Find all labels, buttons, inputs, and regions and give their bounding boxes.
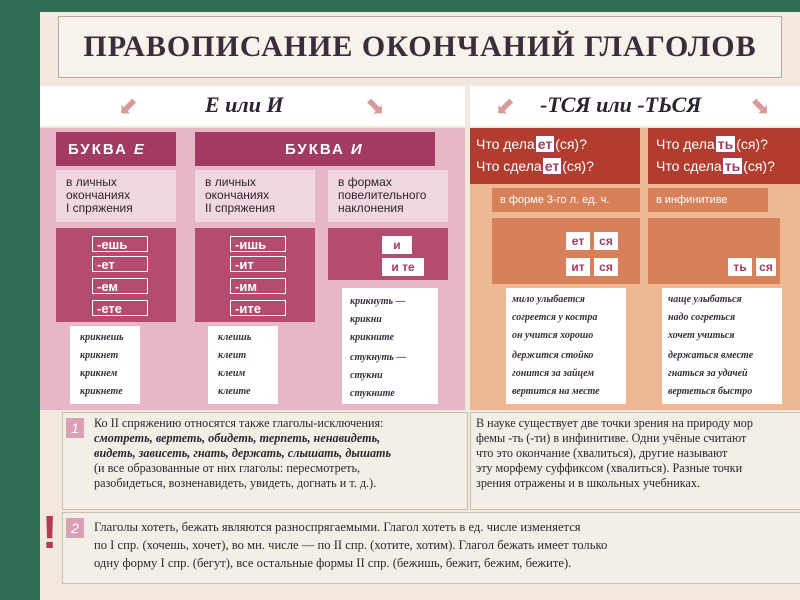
- example-word: стукните: [350, 388, 395, 399]
- example-word: клеите: [218, 386, 251, 397]
- bukva-i-letter: И: [350, 140, 362, 158]
- example-word: крикни: [350, 314, 382, 325]
- imperative-form-slot: и те: [382, 258, 424, 276]
- tsya2-examples: [662, 288, 782, 404]
- ending-item: -ет: [92, 256, 148, 272]
- note-line: В науке существует две точки зрения на природу мор: [476, 416, 753, 430]
- example-phrase: чаще улыбаться: [668, 294, 742, 305]
- ending-item: -им: [230, 278, 286, 294]
- col1-examples: [70, 326, 140, 404]
- suffix-slot: ся: [756, 258, 776, 276]
- col3-label-line: наклонения: [338, 201, 404, 215]
- subhead-3rd-person: в форме 3-го л. ед. ч.: [492, 188, 640, 212]
- note-line: разобидеться, возненавидеть, увидеть, догнать и т. д.).: [94, 476, 377, 490]
- col2-label-line: в личных: [205, 175, 256, 189]
- note-1-number: 1: [66, 418, 84, 438]
- question-right-2: [656, 158, 775, 174]
- question-text: (ся)?: [555, 136, 587, 152]
- header-tsya-label: -ТСЯ или -ТЬСЯ: [540, 92, 702, 117]
- col2-examples: [208, 326, 278, 404]
- note-line: эту морфему суффиксом (хвалиться). Разные точки: [476, 461, 743, 475]
- example-phrase: держаться вместе: [668, 350, 754, 361]
- col3-examples: [342, 288, 438, 404]
- question-ending: ет: [542, 157, 562, 175]
- left-green-strip: [0, 0, 40, 600]
- example-phrase: гонится за зайцем: [512, 368, 595, 379]
- question-text: Что дела: [476, 136, 535, 152]
- note-line: Глаголы хотеть, бежать являются разноспрягаемыми. Глагол хотеть в ед. числе изменяется: [94, 520, 581, 534]
- note-2-text: [94, 518, 800, 572]
- col1-label-line: I спряжения: [66, 201, 133, 215]
- col3-label-line: повелительного: [338, 188, 427, 202]
- example-phrase: согреется у костра: [512, 312, 598, 323]
- note-line: фемы -ть (-ти) в инфинитиве. Одни учёные считают: [476, 431, 747, 445]
- bukva-i-header: [195, 132, 435, 166]
- bukva-e-label: БУКВА: [68, 140, 128, 158]
- suffix-slot: ся: [594, 232, 618, 250]
- arrow-down-left-icon: ⬋: [118, 92, 139, 120]
- col3-label: [338, 176, 426, 215]
- example-phrase: мило улыбается: [512, 294, 585, 305]
- example-word: крикнем: [80, 368, 118, 379]
- bukva-e-letter: Е: [133, 140, 144, 158]
- bukva-i-label: БУКВА: [285, 140, 345, 158]
- ending-item: -ем: [92, 278, 148, 294]
- ending-item: -ишь: [230, 236, 286, 252]
- ending-slot: ит: [566, 258, 590, 276]
- question-text: (ся)?: [736, 136, 768, 152]
- col3-label-line: в формах: [338, 175, 392, 189]
- note-line: (и все образованные от них глаголы: пересмотреть,: [94, 461, 361, 475]
- ending-item: -ешь: [92, 236, 148, 252]
- question-text: Что сдела: [476, 158, 542, 174]
- col2-label-line: II спряжения: [205, 201, 276, 215]
- question-ending: ет: [535, 135, 555, 153]
- note-line: видеть, зависеть, гнать, держать, слышать, дышать: [94, 446, 392, 460]
- exclamation-icon: !: [42, 506, 58, 558]
- question-right-1: [656, 136, 768, 152]
- question-text: Что дела: [656, 136, 715, 152]
- note-line: смотреть, вертеть, обидеть, терпеть, ненавидеть,: [94, 431, 381, 445]
- ending-item: -ит: [230, 256, 286, 272]
- header-e-or-i-label: Е или И: [205, 92, 284, 117]
- example-word: крикнуть —: [350, 296, 406, 307]
- question-ending: ть: [722, 157, 743, 175]
- note-2-number: 2: [66, 518, 84, 538]
- note-line: что это окончание (хвалиться), другие называют: [476, 446, 728, 460]
- example-word: стукни: [350, 370, 383, 381]
- col1-label-line: в личных: [66, 175, 117, 189]
- title-box: [58, 16, 782, 78]
- example-word: крикнет: [80, 350, 119, 361]
- example-word: клеит: [218, 350, 247, 361]
- col2-label: [205, 176, 275, 215]
- note-line: зрения отражены и в школьных учебниках.: [476, 476, 700, 490]
- col1-label-line: окончаниях: [66, 188, 131, 202]
- note-line: Ко II спряжению относятся также глаголы-исключения:: [94, 416, 384, 430]
- example-phrase: надо согреться: [668, 312, 736, 323]
- example-word: крикнешь: [80, 332, 124, 343]
- arrow-down-right-icon: ⬊: [365, 92, 386, 120]
- example-phrase: вертится на месте: [512, 386, 600, 397]
- example-phrase: гнаться за удачей: [668, 368, 748, 379]
- arrow-down-right-icon: ⬊: [750, 92, 771, 120]
- suffix-slot: ся: [594, 258, 618, 276]
- question-left-2: [476, 158, 594, 174]
- col1-label: [66, 176, 133, 215]
- example-phrase: он учится хорошо: [512, 330, 594, 341]
- top-green-strip: [0, 0, 800, 12]
- col2-label-line: окончаниях: [205, 188, 270, 202]
- example-phrase: вертеться быстро: [668, 386, 753, 397]
- question-text: Что сдела: [656, 158, 722, 174]
- question-left-1: [476, 136, 587, 152]
- note-line: по I спр. (хочешь, хочет), во мн. числе — по II спр. (хотите, хотим). Глагол бежать имеет только: [94, 538, 608, 552]
- note-line: одну форму I спр. (бегут), все остальные формы II спр. (бежишь, бежит, бежим, бежите).: [94, 556, 572, 570]
- note-1-text: [94, 416, 464, 491]
- question-text: (ся)?: [562, 158, 594, 174]
- example-word: клеишь: [218, 332, 252, 343]
- example-word: крикнете: [80, 386, 123, 397]
- imperative-form-slot: и: [382, 236, 412, 254]
- ending-item: -ете: [92, 300, 148, 316]
- tsya-examples: [506, 288, 626, 404]
- example-word: стукнуть —: [350, 352, 407, 363]
- bukva-e-header: [56, 132, 176, 166]
- subhead-infinitive: в инфинитиве: [648, 188, 768, 212]
- note-right-text: [476, 416, 800, 491]
- question-ending: ть: [715, 135, 736, 153]
- example-phrase: держится стойко: [512, 350, 594, 361]
- example-word: клеим: [218, 368, 246, 379]
- ending-slot: ет: [566, 232, 590, 250]
- example-phrase: хочет учиться: [668, 330, 735, 341]
- arrow-down-left-icon: ⬋: [495, 92, 516, 120]
- ending-item: -ите: [230, 300, 286, 316]
- page-title: ПРАВОПИСАНИЕ ОКОНЧАНИЙ ГЛАГОЛОВ: [83, 30, 757, 63]
- question-text: (ся)?: [743, 158, 775, 174]
- ending-slot: ть: [728, 258, 752, 276]
- example-word: крикните: [350, 332, 394, 343]
